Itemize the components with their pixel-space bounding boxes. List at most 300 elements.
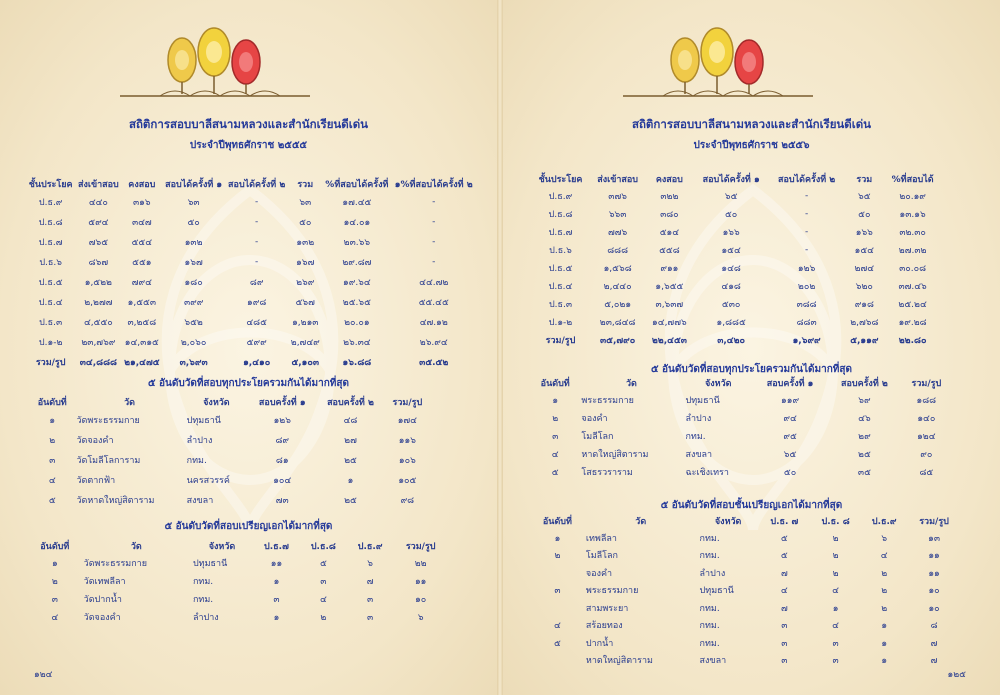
table-cell: พระธรรมกาย (585, 586, 639, 597)
table-cell: ๒๐๒ (797, 282, 816, 292)
table-cell: ๙๑๘ (854, 300, 874, 310)
table-cell: ๖ (881, 533, 888, 544)
table-cell: ๓๙๙ (183, 298, 204, 308)
table-cell: ๑,๕๕๓ (127, 298, 156, 308)
table-cell: วัดเทพลีลา (83, 577, 126, 587)
senior-pass-table (28, 537, 448, 626)
table-cell: โสธรวราราม (581, 468, 633, 478)
table-cell: ปทุมธานี (699, 586, 734, 597)
table-cell: ๑๖๖ (722, 228, 740, 238)
table-cell: ๑๓ (928, 533, 940, 544)
col-pct: %ที่สอบได้ (891, 174, 934, 185)
section-title-senior-pass: ๕ อันดับวัดที่สอบชั้นเปรียญเอกได้มากที่สุด (660, 500, 843, 511)
table-cell: ๓๑๖ (133, 198, 151, 208)
table-row (26, 332, 476, 352)
table-row (26, 272, 476, 292)
table-cell: สงขลา (186, 496, 214, 506)
table-cell: ๙๕ (783, 432, 797, 442)
table-cell: ๓๗๖ (608, 192, 627, 202)
col-rank: อันดับที่ (540, 378, 570, 389)
table-header-row (30, 393, 430, 410)
table-cell: ๔ (554, 621, 561, 632)
table-cell: ๓,๒๕๘ (127, 318, 157, 328)
table-cell: ๑๐๖ (398, 456, 416, 466)
col-pass-1: สอบครั้งที่ ๑ (766, 378, 814, 389)
left-page (0, 0, 497, 695)
col-level: ชั้นประโยค (538, 174, 583, 185)
table-cell: ๔๑๘ (721, 282, 741, 292)
table-cell: ๑๐ (928, 586, 940, 597)
total-cell: ๕,๑๑๙ (850, 336, 879, 346)
table-row (26, 252, 476, 272)
table-cell: ๒๗ (344, 436, 357, 446)
table-cell (531, 652, 584, 670)
table-cell: ๖๒๐ (855, 282, 873, 292)
table-cell: กทม. (699, 638, 720, 649)
table-cell: ๓ (49, 456, 56, 466)
right-page (503, 0, 1000, 695)
col-remaining: คงสอบ (128, 179, 156, 190)
table-cell: ปทุมธานี (685, 396, 720, 406)
table-cell: ๑๑ (270, 559, 283, 569)
table-cell: ป.ธ.๙ (38, 198, 63, 208)
table-cell: ๕ (551, 468, 559, 478)
table-row (30, 450, 430, 470)
table-cell: ๑๑๙ (781, 396, 800, 406)
table-cell: วัดปากน้ำ (83, 595, 122, 605)
table-cell: ๕๙๔ (88, 218, 109, 228)
table-cell: ๒๓,๗๖๙ (81, 338, 116, 348)
table-cell: ๒๖.๓๔ (343, 338, 371, 348)
col-pass-2: สอบได้ครั้งที่ ๒ (228, 179, 286, 190)
total-cell: ๓๕.๕๒ (419, 358, 449, 368)
table-row (531, 445, 951, 463)
table-cell: ๗ (780, 568, 788, 579)
table-cell: ป.ธ.๙ (548, 192, 573, 202)
table-row (531, 277, 941, 295)
table-cell: ๑๔,๓๑๕ (124, 338, 159, 348)
col-level: ชั้นประโยค (28, 179, 73, 190)
section-title-top-temples: ๕ อันดับวัดที่สอบทุกประโยครวมกันได้มากที่สุด (651, 364, 852, 375)
table-cell: ลำปาง (192, 613, 219, 623)
table-cell: ๕๕๔ (131, 238, 153, 248)
table-cell: ๓ (781, 621, 788, 632)
table-row (531, 634, 961, 652)
page-subtitle: ประจำปีพุทธศักราช ๒๕๕๖ (693, 140, 810, 151)
table-cell: ๑๙.๒๘ (898, 318, 927, 328)
table-cell: ๑๑ (414, 577, 427, 587)
table-cell: ป.ธ.๓ (39, 318, 63, 328)
table-cell: ๕ (780, 533, 788, 544)
table-cell: กทม. (685, 432, 706, 442)
table-cell: ๖ (417, 613, 424, 623)
table-cell: ๑๑ (928, 568, 940, 579)
table-row (28, 572, 448, 590)
table-cell: ๑๖๗ (184, 258, 203, 268)
total-cell: ๕,๑๐๓ (291, 358, 320, 368)
table-cell: ๓ (832, 638, 839, 649)
table-cell: ๙๑๑ (660, 264, 679, 274)
page-subtitle: ประจำปีพุทธศักราช ๒๕๕๕ (189, 140, 308, 151)
table-cell: ๒,๗๖๘ (850, 318, 879, 328)
table-cell: ๓ (554, 586, 561, 597)
table-cell: ๑ (881, 638, 888, 649)
total-cell: ๑,๖๙๙ (792, 336, 821, 346)
table-cell: ๗ (366, 577, 374, 587)
table-cell: ๔ (48, 476, 56, 486)
table-cell: ๒๓.๖๖ (343, 238, 371, 248)
stats-header-row (26, 175, 476, 192)
page-title: สถิติการสอบบาลีสนามหลวงและสำนักเรียนดีเด่น (631, 117, 872, 131)
table-cell: ป.ธ.๘ (548, 210, 573, 220)
table-cell: ๒๗๔ (854, 264, 875, 274)
table-cell: ๒๒ (414, 559, 427, 569)
table-cell: ๑๓๒ (296, 238, 315, 248)
table-cell: - (432, 217, 436, 227)
table-cell: ป.ธ.๖ (549, 246, 572, 256)
table-cell: ๑๖๖ (855, 228, 873, 238)
col-rank: อันดับที่ (40, 541, 70, 552)
table-cell: ๑ (552, 396, 559, 406)
table-cell: สามพระยา (585, 603, 629, 614)
table-cell: ๒๕.๖๕ (342, 298, 371, 308)
table-row (531, 599, 961, 617)
table-cell: ๕๙๙ (246, 338, 267, 348)
table-cell: ป.ธ.๖ (39, 258, 62, 268)
table-cell: ๑ (273, 613, 280, 623)
total-cell: ๓,๖๙๓ (179, 358, 208, 368)
table-row (531, 295, 941, 313)
col-pt9: ป.ธ.๙ (871, 516, 897, 527)
table-cell: ๑๑ (928, 551, 940, 562)
table-cell: ปทุมธานี (192, 559, 228, 569)
table-cell: ๑๘๐ (184, 278, 203, 288)
table-row (531, 223, 941, 241)
table-cell: ๑ (832, 603, 839, 614)
page-title: สถิติการสอบบาลีสนามหลวงและสำนักเรียนดีเด่น (128, 117, 369, 131)
table-cell: ๓๐.๐๘ (899, 264, 927, 274)
table-cell: ๑๓.๑๖ (899, 210, 926, 220)
table-row (531, 463, 951, 481)
total-cell: ๒๒,๔๕๓ (651, 336, 687, 346)
table-cell: ๒ (881, 568, 888, 579)
table-cell: ๒๕.๒๔ (898, 300, 927, 310)
table-row (531, 427, 951, 445)
table-cell: กทม. (699, 621, 720, 632)
table-cell: ๓ (367, 595, 374, 605)
col-province: จังหวัด (203, 397, 230, 408)
section-title-senior-pass: ๕ อันดับวัดที่สอบเปรียญเอกได้มากที่สุด (164, 521, 333, 532)
table-row (531, 313, 941, 331)
table-cell: ๑๗.๔๕ (342, 198, 372, 208)
table-cell: ๑ (51, 559, 58, 569)
table-cell: ๒๐.๑๙ (899, 192, 926, 202)
senior-pass-table (531, 512, 961, 669)
table-cell: ๒ (554, 551, 561, 562)
col-total: รวม/รูป (911, 378, 942, 389)
col-province: จังหวัด (208, 541, 236, 552)
table-cell: ๒ (881, 586, 888, 597)
table-cell: ๒,๗๔๙ (290, 338, 320, 348)
table-header-row (28, 537, 448, 554)
table-cell: ๖๕ (724, 192, 738, 202)
col-total: รวม (856, 174, 873, 185)
table-cell: ๒ (552, 414, 559, 424)
table-cell: ๖ (367, 559, 373, 569)
col-pt8: ป.ธ. ๘ (821, 516, 850, 527)
table-row (26, 192, 476, 212)
table-cell: ๑๐ (928, 603, 940, 614)
table-cell: - (804, 227, 809, 237)
col-pass-2: สอบได้ครั้งที่ ๒ (777, 174, 836, 185)
table-cell: ๑๔๘ (721, 264, 741, 274)
table-cell: ๑๕๔ (854, 246, 874, 256)
table-cell: ๗ (930, 656, 938, 667)
table-row (26, 212, 476, 232)
table-row (28, 590, 448, 608)
table-cell: ๕๕.๔๕ (418, 298, 449, 308)
table-cell: ๑,๕๒๒ (84, 278, 112, 288)
col-total: รวม (297, 179, 314, 190)
table-cell: ๒ (832, 568, 839, 579)
table-cell: ปทุมธานี (186, 416, 221, 426)
table-cell: พระธรรมกาย (581, 396, 634, 406)
table-row (531, 564, 961, 582)
table-row (531, 529, 961, 547)
table-cell: ๘๖๗ (88, 258, 109, 268)
table-cell: วัดพระธรรมกาย (76, 416, 140, 426)
table-cell: - (804, 245, 809, 255)
col-rank: อันดับที่ (37, 397, 67, 408)
table-cell: เทพลีลา (585, 533, 617, 544)
table-cell: จองคำ (581, 414, 608, 424)
col-province: จังหวัด (704, 378, 732, 389)
table-cell: ๕๕๑ (132, 258, 152, 268)
total-cell: ๑๖.๘๘ (342, 358, 372, 368)
fan-ornament-icon (623, 22, 813, 102)
table-cell: ๑๔.๐๑ (343, 218, 371, 228)
table-cell: ๗๓ (275, 496, 289, 506)
table-cell: ๓ (51, 595, 58, 605)
table-cell: ๓๘๘ (796, 300, 817, 310)
table-cell: กทม. (192, 595, 214, 605)
table-cell: ฉะเชิงเทรา (685, 468, 729, 478)
table-cell: ๔ (832, 621, 839, 632)
col-temple: วัด (124, 397, 135, 408)
table-cell: ๕๐ (724, 210, 738, 220)
table-cell: ๔๗.๑๒ (419, 318, 448, 328)
table-row (30, 470, 430, 490)
table-cell: ๔๘ (343, 416, 358, 426)
col-pt8: ป.ธ.๘ (310, 541, 336, 552)
table-cell: ๕ (319, 559, 327, 569)
table-cell: ลำปาง (685, 414, 712, 424)
table-total-row (531, 331, 941, 349)
table-cell: วัดพระธรรมกาย (83, 559, 148, 569)
table-cell: ๒ (320, 613, 327, 623)
table-cell: ๗๖๕ (88, 238, 109, 248)
table-cell: ๖๓ (187, 198, 200, 208)
table-cell: ๑,๘๘๕ (716, 318, 746, 328)
table-cell: ๖๕ (858, 192, 871, 202)
total-cell: รวม/รูป (545, 336, 576, 346)
table-cell: วัดหาดใหญ่สิตาราม (76, 496, 155, 506)
table-cell: ๒๗.๓๒ (898, 246, 927, 256)
col-rank: อันดับที่ (542, 516, 572, 527)
table-cell: ป.ธ.๘ (38, 218, 63, 228)
table-row (531, 187, 941, 205)
col-total: รวม/รูป (392, 397, 423, 408)
table-cell: ๒,๒๗๗ (84, 298, 113, 308)
table-cell: ๕ (554, 638, 561, 649)
table-cell: ๗๗๖ (608, 228, 628, 238)
table-row (26, 312, 476, 332)
table-row (30, 490, 430, 510)
table-cell: ๑๔๐ (917, 414, 936, 424)
table-cell: ๒,๔๔๐ (603, 282, 632, 292)
col-pass-1: สอบได้ครั้งที่ ๑ (702, 174, 760, 185)
table-cell: ๘๑ (275, 456, 289, 466)
table-cell: ๑ (554, 533, 561, 544)
col-temple: วัด (626, 378, 637, 389)
table-cell: ๓ (273, 595, 280, 605)
total-cell: ๒๑,๔๗๕ (124, 358, 160, 368)
table-row (531, 547, 961, 565)
table-cell: - (255, 237, 259, 247)
table-cell: ๘๙ (249, 278, 264, 288)
table-cell: ๗๙๔ (131, 278, 152, 288)
table-cell: ๓๘๐ (660, 210, 679, 220)
table-cell: ๑๐๕ (398, 476, 417, 486)
table-cell: ๘ (930, 621, 938, 632)
table-cell: ๗ (930, 638, 938, 649)
table-cell: ป.ธ.๕ (38, 278, 63, 288)
stats-table (26, 175, 476, 372)
table-cell: - (255, 217, 259, 227)
table-cell: ป.ธ.๔ (38, 298, 63, 308)
table-cell: ๓ (781, 638, 788, 649)
table-cell: - (255, 257, 259, 267)
col-pct-2: ๑%ที่สอบได้ครั้งที่ ๒ (394, 179, 473, 190)
table-cell: กทม. (192, 577, 214, 587)
table-cell: ๒๕ (344, 456, 357, 466)
table-cell: ๒,๐๖๐ (180, 338, 207, 348)
table-cell: กทม. (186, 456, 207, 466)
table-cell: วัดโมลีโลการาม (76, 456, 141, 466)
table-cell: ๒๕ (858, 450, 871, 460)
table-cell: หาดใหญ่สิตาราม (585, 656, 653, 667)
table-row (531, 652, 961, 670)
table-cell: ๙๔ (783, 414, 797, 424)
col-submitted: ส่งเข้าสอบ (77, 179, 119, 190)
col-pt7: ป.ธ. ๗ (770, 516, 799, 527)
table-row (30, 410, 430, 430)
table-cell: ๒๙.๘๗ (342, 258, 372, 268)
table-row (26, 292, 476, 312)
table-cell: ๔ (551, 450, 559, 460)
table-cell: ๖๓ (299, 198, 312, 208)
table-cell: จองคำ (585, 568, 613, 579)
table-row (531, 582, 961, 600)
table-cell: ๕๐ (783, 468, 797, 478)
table-cell: ๔ (319, 595, 327, 605)
table-cell: ๑๙๘ (247, 298, 267, 308)
table-cell: สร้อยทอง (585, 621, 623, 632)
table-cell: - (804, 209, 809, 219)
table-cell: ๒๖๙ (296, 278, 315, 288)
table-cell: ๔ (832, 586, 839, 597)
col-pass-2: สอบครั้งที่ ๒ (840, 378, 888, 389)
total-cell: รวม/รูป (35, 358, 66, 368)
table-row (531, 205, 941, 223)
table-cell: กทม. (699, 533, 720, 544)
table-total-row (26, 352, 476, 372)
table-cell: ๕ (48, 496, 56, 506)
table-row (26, 232, 476, 252)
col-pct-1: %ที่สอบได้ครั้งที่ (325, 179, 389, 190)
table-row (28, 554, 448, 572)
total-cell: ๒๒.๘๐ (898, 336, 927, 346)
table-cell: ๕๐ (299, 218, 312, 228)
table-cell: ป.๑-๒ (38, 338, 63, 348)
table-cell: ๑๒๖ (797, 264, 816, 274)
total-cell: ๑,๔๑๐ (243, 358, 271, 368)
table-cell: ๑,๕๖๘ (603, 264, 632, 274)
table-cell: ๑ (347, 476, 354, 486)
table-cell: - (255, 197, 259, 207)
table-header-row (531, 374, 951, 391)
table-cell: ๕๓๐ (721, 300, 741, 310)
col-total: รวม/รูป (405, 541, 436, 552)
table-cell: ๓ (552, 432, 559, 442)
table-cell: ๑๗๔ (397, 416, 417, 426)
col-pass-2: สอบครั้งที่ ๒ (327, 397, 374, 408)
table-cell: ๑๑๖ (398, 436, 416, 446)
table-cell: ๔ (780, 586, 788, 597)
table-cell: ๑ (49, 416, 56, 426)
table-cell: ป.ธ.๓ (548, 300, 573, 310)
table-cell: ๔๖ (858, 414, 871, 424)
table-cell: ๓๗.๔๖ (898, 282, 927, 292)
table-row (531, 259, 941, 277)
table-cell: หาดใหญ่สิตาราม (581, 450, 649, 460)
table-cell: ๔ (880, 551, 888, 562)
table-cell: ๘๙ (275, 436, 290, 446)
table-cell: ๓ (781, 656, 788, 667)
table-cell: ป.ธ.๕ (548, 264, 573, 274)
page-number: ๑๒๕ (947, 670, 966, 680)
table-cell: ลำปาง (186, 436, 213, 446)
table-cell: ๑๘๘ (916, 396, 937, 406)
col-pt7: ป.ธ.๗ (264, 541, 289, 552)
table-header-row (531, 512, 961, 529)
table-cell: ๒ (51, 577, 58, 587)
table-cell: ๓ (320, 577, 327, 587)
stats-header-row (531, 170, 941, 187)
table-cell: ๓๒๒ (660, 192, 679, 202)
table-cell: ๑ (881, 621, 888, 632)
table-row (531, 241, 941, 259)
col-pt9: ป.ธ.๙ (357, 541, 383, 552)
col-temple: วัด (635, 516, 647, 527)
table-cell: ลำปาง (699, 568, 726, 579)
table-cell: ๑,๒๑๓ (292, 318, 319, 328)
table-cell: - (432, 257, 436, 267)
table-cell: กทม. (699, 603, 720, 614)
table-cell: ๑๒๖ (273, 416, 291, 426)
table-cell: ๑๔,๗๗๖ (652, 318, 687, 328)
table-cell: โมลีโลก (585, 551, 618, 562)
